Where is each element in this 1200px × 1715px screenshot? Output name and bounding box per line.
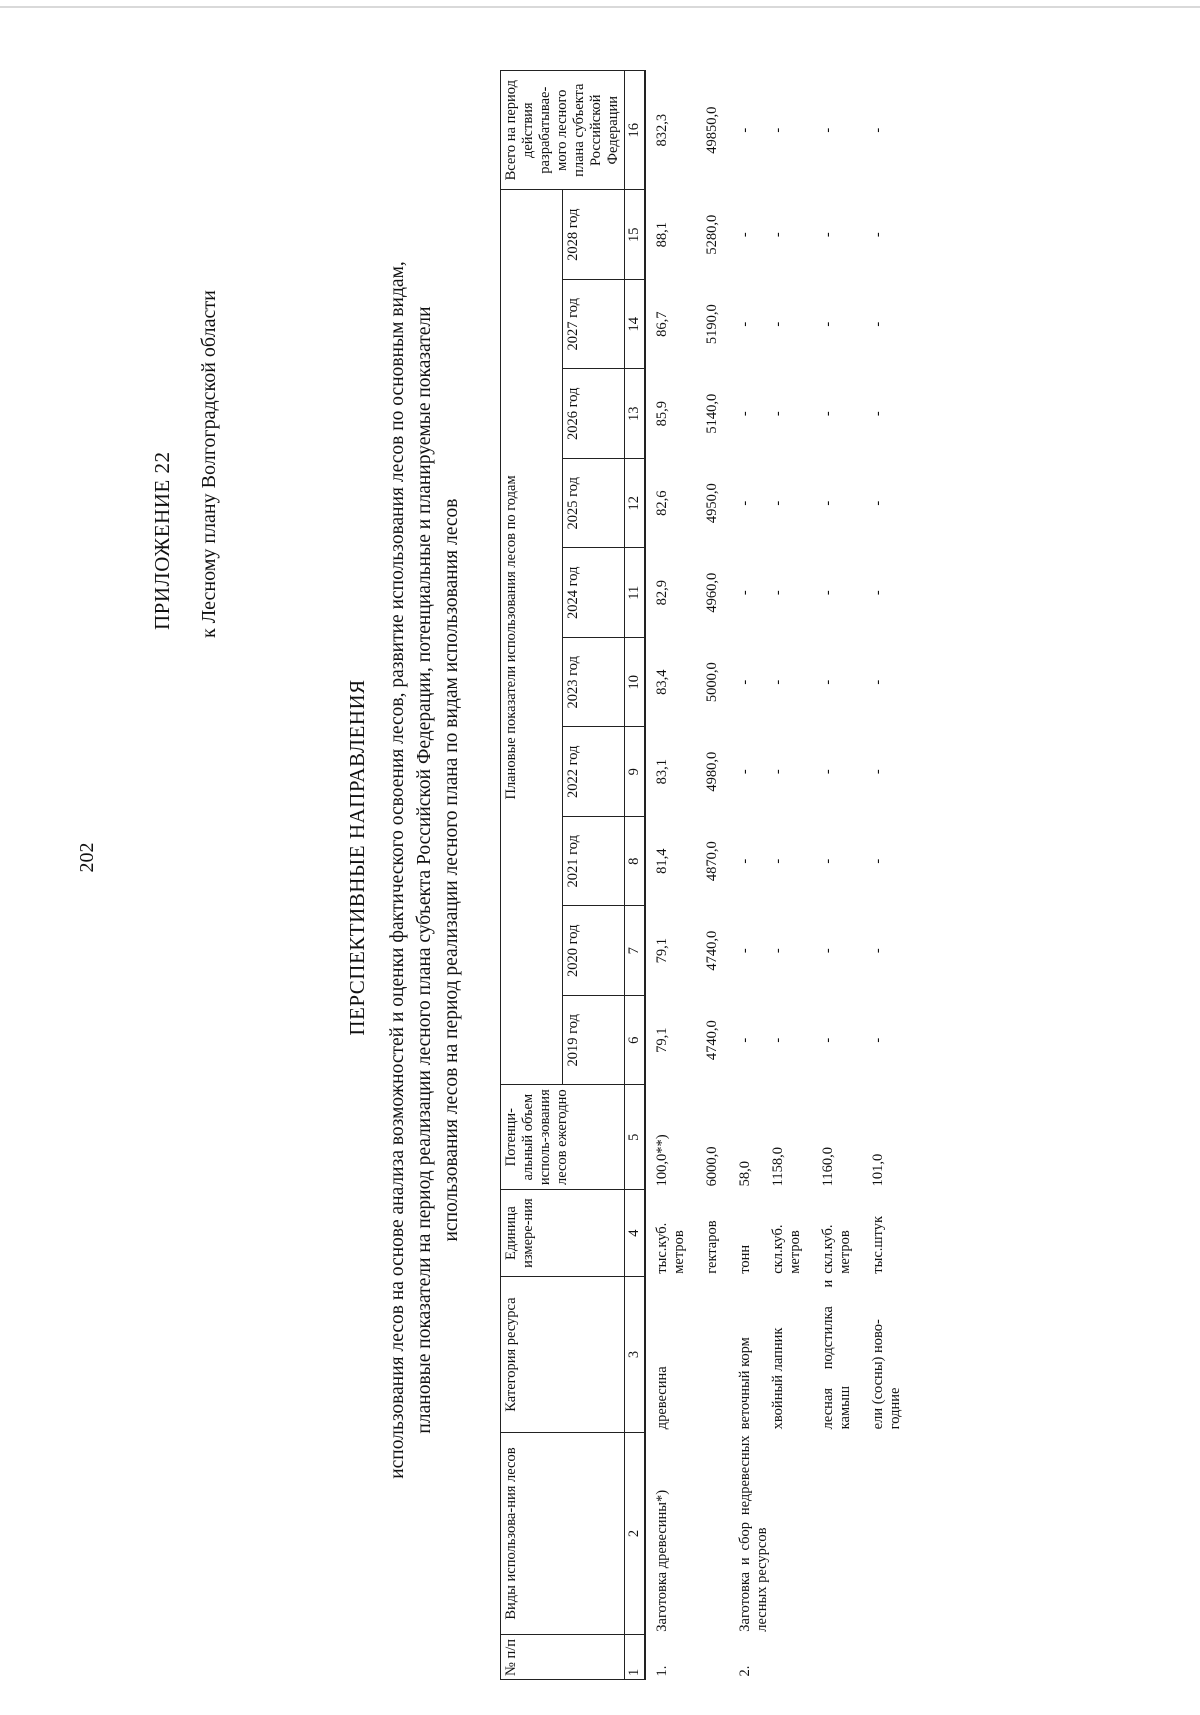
row-year-value: - [737,1037,753,1043]
row-year-value: - [770,500,786,506]
row-year-value: - [870,1037,886,1043]
row-year-value: - [870,500,886,506]
row-year-value: - [870,232,886,238]
row-year-value: 5280,0 [704,214,720,255]
header-year: 2019 год [563,995,625,1085]
row-num [856,1635,906,1680]
row-year-value: 83,1 [654,759,670,785]
row-num: 2. [737,1665,753,1677]
column-number: 9 [625,727,646,817]
row-year-value: - [870,679,886,685]
row-year-value: 5140,0 [704,393,720,434]
row-year-value: - [770,232,786,238]
header-year: 2026 год [563,369,625,459]
column-number: 12 [625,458,646,548]
row-year-value: - [770,411,786,417]
row-year-value: - [870,948,886,954]
row-unit: скл.куб. метров [770,1224,803,1274]
row-unit: гектаров [704,1220,720,1274]
row-year-value: - [820,500,836,506]
row-year-value: - [820,411,836,417]
header-plan-group: Плановые показатели использования лесов по годам [501,190,563,1085]
row-total: - [870,127,886,133]
row-total: 49850,0 [704,106,720,154]
row-year-value: - [820,769,836,775]
row-year-value: 79,1 [654,1027,670,1053]
row-category [690,1277,723,1433]
row-year-value: - [737,232,753,238]
header-year: 2023 год [563,637,625,727]
row-year-value: 79,1 [654,938,670,964]
row-potential: 6000,0 [704,1146,720,1187]
row-use-type: Заготовка и сбор недревесных лесных ресурсов [737,1435,770,1632]
header-year: 2024 год [563,548,625,638]
row-year-value: 4740,0 [704,1020,720,1061]
header-year: 2021 год [563,816,625,906]
document-subtitle: использования лесов на основе анализа возможностей и оценки фактического освоения лесов, развитие использования лесов по основным видам, плановые показатели на период реализации лесного плана субъекта Российской Федерации, потенциальные и планируемые показатели использования лесов на период реализации лесного плана по видам использования лесов [387,261,462,1479]
row-year-value: - [820,590,836,596]
header-unit: Единица измере-ния [501,1189,625,1276]
row-year-value: - [737,321,753,327]
row-year-value: - [770,590,786,596]
header-use-type: Виды использова-ния лесов [501,1432,625,1634]
row-year-value: - [870,769,886,775]
appendix-subtitle: к Лесному плану Волгоградской области [198,290,220,638]
header-category: Категория ресурса [501,1277,625,1433]
header-year: 2025 год [563,458,625,548]
page-number: 202 [76,842,98,873]
column-number: 6 [625,995,646,1085]
row-unit: тыс.штук [870,1216,886,1274]
row-year-value: - [820,948,836,954]
row-year-value: - [870,411,886,417]
row-year-value: 82,9 [654,580,670,606]
row-potential: 1158,0 [770,1147,786,1187]
row-year-value: - [737,769,753,775]
row-use-type [690,1432,723,1634]
column-number: 4 [625,1189,646,1276]
row-year-value: - [820,1037,836,1043]
row-num [806,1635,856,1680]
row-num [690,1635,723,1680]
row-year-value: 4950,0 [704,483,720,524]
row-total: - [770,127,786,133]
header-year: 2020 год [563,906,625,996]
row-potential: 100,0**) [654,1134,670,1187]
row-unit: скл.куб. метров [820,1224,853,1274]
row-category: древесина [654,1366,670,1430]
row-year-value: 83,4 [654,669,670,695]
column-number: 3 [625,1277,646,1433]
row-year-value: - [770,321,786,327]
row-year-value: 82,6 [654,490,670,516]
header-year: 2022 год [563,727,625,817]
appendix-title: ПРИЛОЖЕНИЕ 22 [150,451,174,630]
row-year-value: - [770,1037,786,1043]
row-total: 832,3 [654,113,670,147]
row-year-value: - [737,411,753,417]
column-number: 5 [625,1085,646,1189]
row-year-value: - [870,590,886,596]
row-year-value: - [820,321,836,327]
column-number: 8 [625,816,646,906]
row-year-value: 81,4 [654,848,670,874]
table-row [645,71,690,1680]
header-potential: Потенци-альный объем исполь-зования лесов ежегодно [501,1085,625,1189]
row-year-value: - [737,948,753,954]
header-num: № п/п [501,1635,625,1680]
row-year-value: - [737,679,753,685]
row-year-value: - [820,858,836,864]
header-year: 2028 год [563,190,625,280]
column-number: 15 [625,190,646,280]
row-potential: 1160,0 [820,1147,836,1187]
row-potential: 101,0 [870,1153,886,1187]
table-row [723,71,756,1680]
row-unit: тыс.куб. метров [654,1222,687,1274]
row-year-value: 5190,0 [704,304,720,345]
row-num [756,1635,806,1680]
column-number: 16 [625,71,646,190]
row-year-value: - [870,321,886,327]
row-year-value: 4870,0 [704,841,720,882]
table-row [690,71,723,1680]
row-year-value: 4980,0 [704,751,720,792]
row-potential: 58,0 [737,1161,753,1187]
column-number: 11 [625,548,646,638]
row-unit: тонн [737,1244,753,1274]
row-use-type: Заготовка древесины*) [654,1489,670,1632]
column-number: 13 [625,369,646,459]
row-year-value: - [770,858,786,864]
column-numbers-row [625,71,646,1680]
row-year-value: 4960,0 [704,572,720,613]
row-num: 1. [654,1665,670,1677]
forest-use-table [500,70,906,1680]
row-year-value: 85,9 [654,401,670,427]
column-number: 14 [625,279,646,369]
row-year-value: 86,7 [654,311,670,337]
row-year-value: - [770,948,786,954]
column-number: 2 [625,1432,646,1634]
column-number: 10 [625,637,646,727]
column-number: 1 [625,1635,646,1680]
row-total: - [820,127,836,133]
row-year-value: - [737,590,753,596]
row-year-value: - [820,232,836,238]
row-year-value: - [770,679,786,685]
row-category: лесная подстилка и камыш [820,1279,853,1430]
row-total: - [737,127,753,133]
row-year-value: 88,1 [654,222,670,248]
row-year-value: - [737,500,753,506]
header-row [501,71,563,1680]
row-year-value: 4740,0 [704,930,720,971]
header-year: 2027 год [563,279,625,369]
row-category: ели (сосны) ново-годние [870,1319,903,1430]
row-category: хвойный лапник [770,1327,786,1430]
row-category: веточный корм [737,1337,753,1430]
row-year-value: 5000,0 [704,662,720,703]
row-year-value: - [737,858,753,864]
row-year-value: - [870,858,886,864]
row-year-value: - [820,679,836,685]
header-total: Всего на период действия разрабатывае-мого лесного плана субъекта Российской Федерации [501,71,625,190]
row-year-value: - [770,769,786,775]
column-number: 7 [625,906,646,996]
document-title: ПЕРСПЕКТИВНЫЕ НАПРАВЛЕНИЯ [345,679,369,1036]
